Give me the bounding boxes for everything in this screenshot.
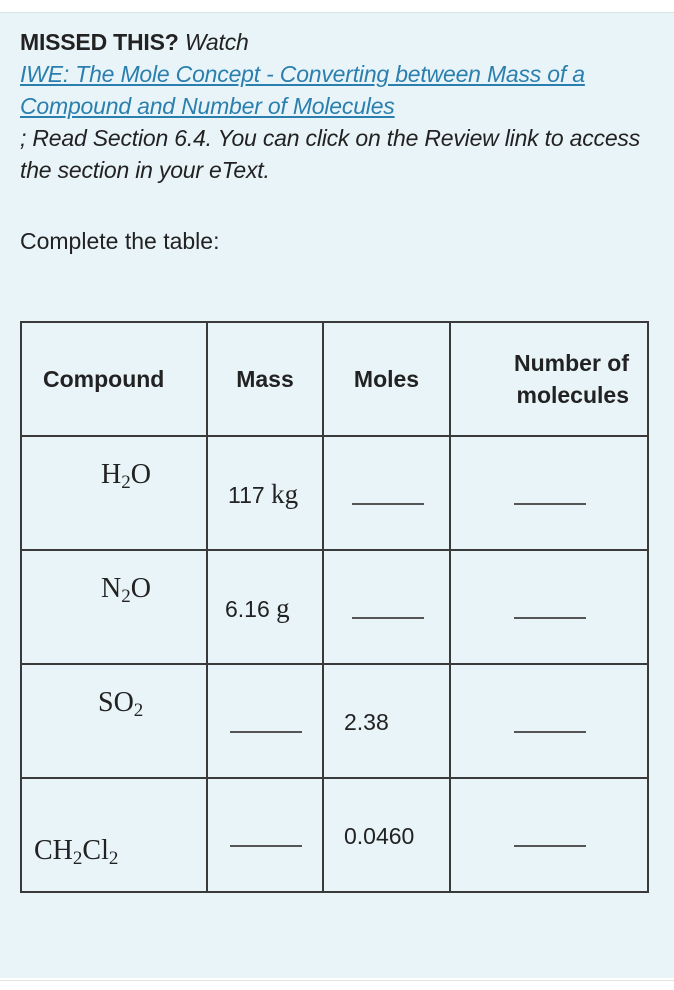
mass-answer-blank[interactable] (230, 731, 302, 733)
mass-cell (207, 778, 323, 892)
moles-answer-blank[interactable] (352, 503, 424, 505)
table-row (21, 778, 648, 892)
header-mass: Mass (207, 322, 323, 436)
compound-formula: $CH_2Cl_2$ (34, 835, 119, 869)
mass-value: 117 kg (228, 479, 299, 509)
iwe-video-link[interactable]: IWE: The Mole Concept - Converting between Mass of a Compound and Number of Molecules (20, 61, 585, 119)
compound-formula: $SO_2$ (98, 687, 144, 721)
read-section-text: ; Read Section 6.4. You can click on the Review link to access the section in your eText. (20, 125, 641, 183)
table-row (21, 436, 648, 550)
watch-label: Watch (184, 29, 249, 55)
table-row (21, 550, 648, 664)
header-compound: Compound (21, 322, 207, 436)
missed-this-label: MISSED THIS? (20, 29, 179, 55)
moles-cell (323, 778, 450, 892)
molecules-answer-blank[interactable] (514, 503, 586, 505)
molecules-cell (450, 436, 648, 550)
mass-answer-blank[interactable] (230, 845, 302, 847)
table-row (21, 664, 648, 778)
mass-cell (207, 550, 323, 664)
mole-conversion-table (20, 321, 649, 893)
instructions (20, 26, 660, 186)
header-number-text: Number of molecules (514, 350, 629, 408)
moles-value: 2.38 (344, 709, 389, 735)
molecules-cell (450, 664, 648, 778)
moles-answer-blank[interactable] (352, 617, 424, 619)
compound-cell (21, 550, 207, 664)
compound-cell (21, 436, 207, 550)
compound-formula: $N_2O$ (101, 573, 151, 607)
molecules-answer-blank[interactable] (514, 617, 586, 619)
molecules-answer-blank[interactable] (514, 731, 586, 733)
table-prompt: Complete the table: (20, 228, 220, 254)
molecules-cell (450, 778, 648, 892)
table-header-row (21, 322, 648, 436)
divider (0, 980, 674, 981)
moles-value: 0.0460 (344, 823, 415, 849)
header-moles: Moles (323, 322, 450, 436)
moles-cell (323, 436, 450, 550)
molecules-cell (450, 550, 648, 664)
mass-value: 6.16 g (225, 593, 290, 623)
compound-cell (21, 664, 207, 778)
mass-cell (207, 664, 323, 778)
header-number-of-molecules (450, 322, 648, 436)
moles-cell (323, 664, 450, 778)
moles-cell (323, 550, 450, 664)
compound-cell (21, 778, 207, 892)
mass-cell (207, 436, 323, 550)
molecules-answer-blank[interactable] (514, 845, 586, 847)
compound-formula: $H_2O$ (101, 459, 151, 493)
